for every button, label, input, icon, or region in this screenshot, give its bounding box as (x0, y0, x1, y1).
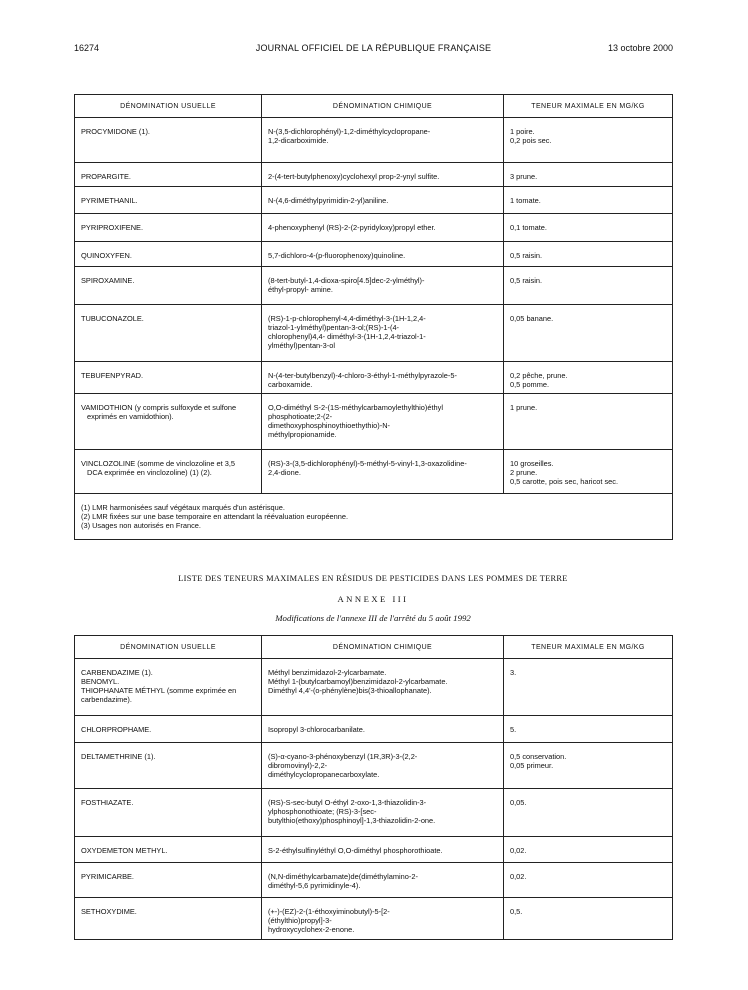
cell-line: 0,05 primeur. (510, 761, 554, 770)
usual-name-cell (75, 716, 262, 743)
cell-line: VAMIDOTHION (y compris sulfoxyde et sulfone (81, 403, 237, 412)
cell-line: exprimés en vamidothion). (87, 412, 174, 421)
cell-line: (RS)-3-(3,5-dichlorophényl)-5-méthyl-5-vinyl-1,3-oxazolidine- (268, 459, 467, 468)
table-row (75, 118, 673, 163)
cell-line: THIOPHANATE MÉTHYL (somme exprimée en (81, 686, 237, 695)
publication-date: 13 octobre 2000 (607, 43, 673, 53)
footnotes (75, 494, 673, 540)
cell-line: 2-(4-tert-butylphenoxy)cyclohexyl prop-2-ynyl sulfite. (268, 172, 440, 181)
cell-line: 0,02. (510, 846, 527, 855)
max-content-cell (504, 187, 673, 214)
cell-line: 0,1 tomate. (510, 223, 547, 232)
usual-name-cell (75, 659, 262, 716)
cell-line: O,O-diméthyl S-2-(1S-méthylcarbamoylethylthio)éthyl (268, 403, 443, 412)
cell-line: dimethoxyphosphinoythioethythio)-N- (268, 421, 391, 430)
chemical-name-cell (262, 789, 504, 837)
cell-line: 0,5 conservation. (510, 752, 567, 761)
cell-line: 5,7-dichloro-4-(p-fluorophenoxy)quinoline. (268, 251, 406, 260)
cell-line: carboxamide. (268, 380, 313, 389)
table-row (75, 837, 673, 863)
max-content-cell (504, 394, 673, 450)
chemical-name-cell (262, 837, 504, 863)
column-header: DÉNOMINATION USUELLE (75, 636, 262, 659)
table-header-row (75, 95, 673, 118)
footnote: (2) LMR fixées sur une base temporaire en attendant la réévaluation européenne. (81, 512, 349, 521)
max-content-cell (504, 789, 673, 837)
cell-line: 1,2-dicarboximide. (268, 136, 329, 145)
notes-row (75, 494, 673, 540)
section-subtitle: Modifications de l'annexe III de l'arrêté du 5 août 1992 (275, 613, 471, 623)
cell-line: PYRIPROXIFENE. (81, 223, 144, 232)
cell-line: N-(4,6-diméthylpyrimidin-2-yl)aniline. (268, 196, 389, 205)
table-row (75, 242, 673, 267)
cell-line: chlorophenyl)4,4- diméthyl-3-(1H-1,2,4-triazol-1- (268, 332, 426, 341)
cell-line: (8-tert-butyl-1,4-dioxa-spiro[4.5]dec-2-ylméthyl)- (268, 276, 425, 285)
cell-line: (+-)-(EZ)-2-(1-éthoxyiminobutyl)-5-[2- (268, 907, 390, 916)
max-content-cell (504, 267, 673, 305)
cell-line: diméthyl-5,6 pyrimidinyle-4). (268, 881, 361, 890)
cell-line: ylméthyl)pentan-3-ol (268, 341, 335, 350)
cell-line: triazol-1-ylméthyl)pentan-3-ol;(RS)-1-(4- (268, 323, 400, 332)
table-row (75, 267, 673, 305)
max-content-cell (504, 242, 673, 267)
chemical-name-cell (262, 898, 504, 940)
cell-line: S-2-éthylsulfinyléthyl O,O-diméthyl phosphorothioate. (268, 846, 443, 855)
cell-line: PYRIMETHANIL. (81, 196, 138, 205)
cell-line: Diméthyl 4,4'-(o-phénylène)bis(3-thioallophanate). (268, 686, 432, 695)
column-header: DÉNOMINATION CHIMIQUE (262, 95, 504, 118)
table-row (75, 743, 673, 789)
cell-line: QUINOXYFEN. (81, 251, 132, 260)
cell-line: méthylpropionamide. (268, 430, 337, 439)
cell-line: 0,5. (510, 907, 523, 916)
table-row (75, 214, 673, 242)
section-title: LISTE DES TENEURS MAXIMALES EN RÉSIDUS DE PESTICIDES DANS LES POMMES DE TERRE (178, 574, 568, 583)
cell-line: Isopropyl 3-chlorocarbanilate. (268, 725, 365, 734)
cell-line: 1 tomate. (510, 196, 541, 205)
max-content-cell (504, 898, 673, 940)
page-number: 16274 (74, 43, 100, 53)
cell-line: 1 poire. (510, 127, 535, 136)
chemical-name-cell (262, 163, 504, 187)
cell-line: 0,2 pêche, prune. (510, 371, 568, 380)
column-header: DÉNOMINATION CHIMIQUE (262, 636, 504, 659)
chemical-name-cell (262, 450, 504, 494)
cell-line: diméthylcyclopropanecarboxylate. (268, 770, 380, 779)
cell-line: PYRIMICARBE. (81, 872, 134, 881)
usual-name-cell (75, 267, 262, 305)
cell-line: (S)-α-cyano-3-phénoxybenzyl (1R,3R)-3-(2,2- (268, 752, 418, 761)
cell-line: butylthio(ethoxy)phosphinoyl]-1,3-thiazolidin-2-one. (268, 816, 436, 825)
table-row (75, 450, 673, 494)
usual-name-cell (75, 362, 262, 394)
usual-name-cell (75, 837, 262, 863)
chemical-name-cell (262, 716, 504, 743)
table-row (75, 163, 673, 187)
cell-line: 1 prune. (510, 403, 538, 412)
chemical-name-cell (262, 394, 504, 450)
cell-line: (éthylthio)propyl]-3- (268, 916, 332, 925)
table-header-row (75, 636, 673, 659)
usual-name-cell (75, 394, 262, 450)
cell-line: TEBUFENPYRAD. (81, 371, 144, 380)
cell-line: carbendazime). (81, 695, 132, 704)
cell-line: phosphotioate;2-(2- (268, 412, 333, 421)
max-content-cell (504, 659, 673, 716)
max-content-cell (504, 863, 673, 898)
max-content-cell (504, 716, 673, 743)
usual-name-cell (75, 163, 262, 187)
footnote: (3) Usages non autorisés en France. (81, 521, 201, 530)
usual-name-cell (75, 789, 262, 837)
cell-line: 0,02. (510, 872, 527, 881)
cell-line: 5. (510, 725, 517, 734)
cell-line: 0,5 carotte, pois sec, haricot sec. (510, 477, 619, 486)
chemical-name-cell (262, 743, 504, 789)
cell-line: SETHOXYDIME. (81, 907, 137, 916)
cell-line: CHLORPROPHAME. (81, 725, 152, 734)
cell-line: 10 groseilles. (510, 459, 554, 468)
cell-line: SPIROXAMINE. (81, 276, 135, 285)
max-content-cell (504, 163, 673, 187)
table-row (75, 789, 673, 837)
usual-name-cell (75, 118, 262, 163)
usual-name-cell (75, 898, 262, 940)
footnote: (1) LMR harmonisées sauf végétaux marqués d'un astérisque. (81, 503, 285, 512)
cell-line: N-(4-ter-butylbenzyl)-4-chloro-3-éthyl-1-méthylpyrazole-5- (268, 371, 457, 380)
column-header: TENEUR MAXIMALE EN MG/KG (504, 636, 673, 659)
cell-line: ylphosphonothioate; (RS)-3-[sec- (268, 807, 377, 816)
cell-line: TUBUCONAZOLE. (81, 314, 144, 323)
usual-name-cell (75, 242, 262, 267)
usual-name-cell (75, 450, 262, 494)
annexe-title: ANNEXE III (337, 594, 409, 604)
max-content-cell (504, 118, 673, 163)
cell-line: DELTAMETHRINE (1). (81, 752, 156, 761)
usual-name-cell (75, 214, 262, 242)
cell-line: 3 prune. (510, 172, 538, 181)
cell-line: éthyl-propyl- amine. (268, 285, 333, 294)
chemical-name-cell (262, 305, 504, 362)
cell-line: 2 prune. (510, 468, 538, 477)
chemical-name-cell (262, 659, 504, 716)
cell-line: 0,5 pomme. (510, 380, 550, 389)
cell-line: 0,5 raisin. (510, 276, 543, 285)
max-content-cell (504, 837, 673, 863)
table-row (75, 898, 673, 940)
table-row (75, 187, 673, 214)
cell-line: FOSTHIAZATE. (81, 798, 134, 807)
residue-table-1 (74, 94, 673, 540)
cell-line: DCA exprimée en vinclozoline) (1) (2). (87, 468, 212, 477)
cell-line: N-(3,5-dichlorophényl)-1,2-diméthylcyclopropane- (268, 127, 431, 136)
cell-line: 0,05 banane. (510, 314, 554, 323)
table-row (75, 305, 673, 362)
table-row (75, 863, 673, 898)
table-row (75, 362, 673, 394)
max-content-cell (504, 743, 673, 789)
page-header (74, 43, 673, 57)
cell-line: CARBENDAZIME (1). (81, 668, 153, 677)
cell-line: VINCLOZOLINE (somme de vinclozoline et 3,5 (81, 459, 236, 468)
journal-title: JOURNAL OFFICIEL DE LA RÉPUBLIQUE FRANÇAISE (255, 43, 492, 53)
chemical-name-cell (262, 214, 504, 242)
chemical-name-cell (262, 863, 504, 898)
max-content-cell (504, 214, 673, 242)
cell-line: (RS)-S-sec-butyl O-éthyl 2-oxo-1,3-thiazolidin-3- (268, 798, 427, 807)
table-row (75, 659, 673, 716)
chemical-name-cell (262, 242, 504, 267)
max-content-cell (504, 305, 673, 362)
column-header: DÉNOMINATION USUELLE (75, 95, 262, 118)
cell-line: Méthyl 1-(butylcarbamoyl)benzimidazol-2-ylcarbamate. (268, 677, 448, 686)
cell-line: Méthyl benzimidazol-2-ylcarbamate. (268, 668, 387, 677)
cell-line: dibromovinyl)-2,2- (268, 761, 328, 770)
cell-line: PROPARGITE. (81, 172, 131, 181)
usual-name-cell (75, 305, 262, 362)
chemical-name-cell (262, 118, 504, 163)
cell-line: 0,5 raisin. (510, 251, 543, 260)
cell-line: OXYDEMETON METHYL. (81, 846, 168, 855)
cell-line: (RS)-1-p-chlorophenyl-4,4-diméthyl-3-(1H-1,2,4- (268, 314, 426, 323)
usual-name-cell (75, 187, 262, 214)
usual-name-cell (75, 743, 262, 789)
residue-table-2 (74, 635, 673, 940)
usual-name-cell (75, 863, 262, 898)
chemical-name-cell (262, 187, 504, 214)
cell-line: 0,2 pois sec. (510, 136, 552, 145)
cell-line: 2,4-dione. (268, 468, 301, 477)
table-row (75, 716, 673, 743)
cell-line: PROCYMIDONE (1). (81, 127, 150, 136)
cell-line: 0,05. (510, 798, 527, 807)
max-content-cell (504, 450, 673, 494)
cell-line: hydroxycyclohex-2-enone. (268, 925, 355, 934)
chemical-name-cell (262, 362, 504, 394)
cell-line: 4-phenoxyphenyl (RS)-2-(2-pyridyloxy)propyl ether. (268, 223, 436, 232)
max-content-cell (504, 362, 673, 394)
cell-line: BENOMYL. (81, 677, 120, 686)
cell-line: (N,N-diméthylcarbamate)de(diméthylamino-2- (268, 872, 418, 881)
cell-line: 3. (510, 668, 517, 677)
chemical-name-cell (262, 267, 504, 305)
table-row (75, 394, 673, 450)
column-header: TENEUR MAXIMALE EN MG/KG (504, 95, 673, 118)
